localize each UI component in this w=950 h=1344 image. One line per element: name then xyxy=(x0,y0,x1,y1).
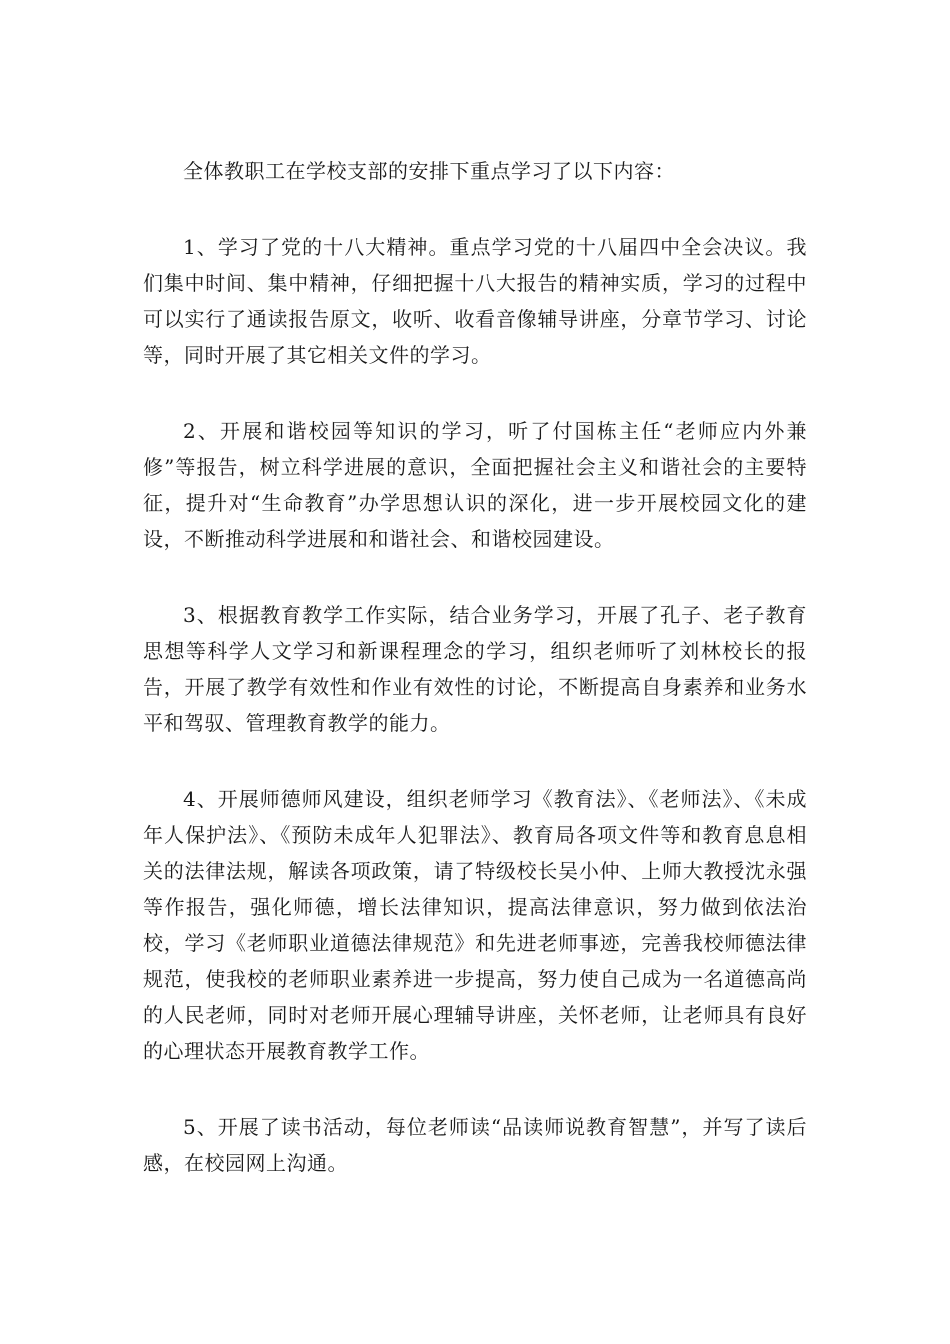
document-body xyxy=(143,153,807,1181)
paragraph-5: 5、开展了读书活动，每位老师读“品读师说教育智慧”，并写了读后感，在校园网上沟通。 xyxy=(143,1115,807,1175)
paragraph-1: 1、学习了党的十八大精神。重点学习党的十八届四中全会决议。我们集中时间、集中精神，仔细把握十八大报告的精神实质，学习的过程中可以实行了通读报告原文，收听、收看音像辅导讲座，分章节学习、讨论等，同时开展了其它相关文件的学习。 xyxy=(143,235,807,367)
paragraph-4: 4、开展师德师风建设，组织老师学习《教育法》、《老师法》、《未成年人保护法》、《预防未成年人犯罪法》、教育局各项文件等和教育息息相关的法律法规，解读各项政策，请了特级校长吴小仲、上师大教授沈永强等作报告，强化师德，增长法律知识，提高法律意识，努力做到依法治校，学习《老师职业道德法律规范》和先进老师事迹，完善我校师德法律规范，使我校的老师职业素养进一步提高，努力使自己成为一名道德高尚的人民老师，同时对老师开展心理辅导讲座，关怀老师，让老师具有良好的心理状态开展教育教学工作。 xyxy=(143,787,807,1063)
paragraph-2: 2、开展和谐校园等知识的学习，听了付国栋主任“老师应内外兼修”等报告，树立科学进展的意识，全面把握社会主义和谐社会的主要特征，提升对“生命教育”办学思想认识的深化，进一步开展校园文化的建设，不断推动科学进展和和谐社会、和谐校园建设。 xyxy=(143,419,807,551)
paragraph-3: 3、根据教育教学工作实际，结合业务学习，开展了孔子、老子教育思想等科学人文学习和新课程理念的学习，组织老师听了刘林校长的报告，开展了教学有效性和作业有效性的讨论，不断提高自身素养和业务水平和驾驭、管理教育教学的能力。 xyxy=(143,603,807,735)
intro-paragraph: 全体教职工在学校支部的安排下重点学习了以下内容： xyxy=(183,159,675,183)
